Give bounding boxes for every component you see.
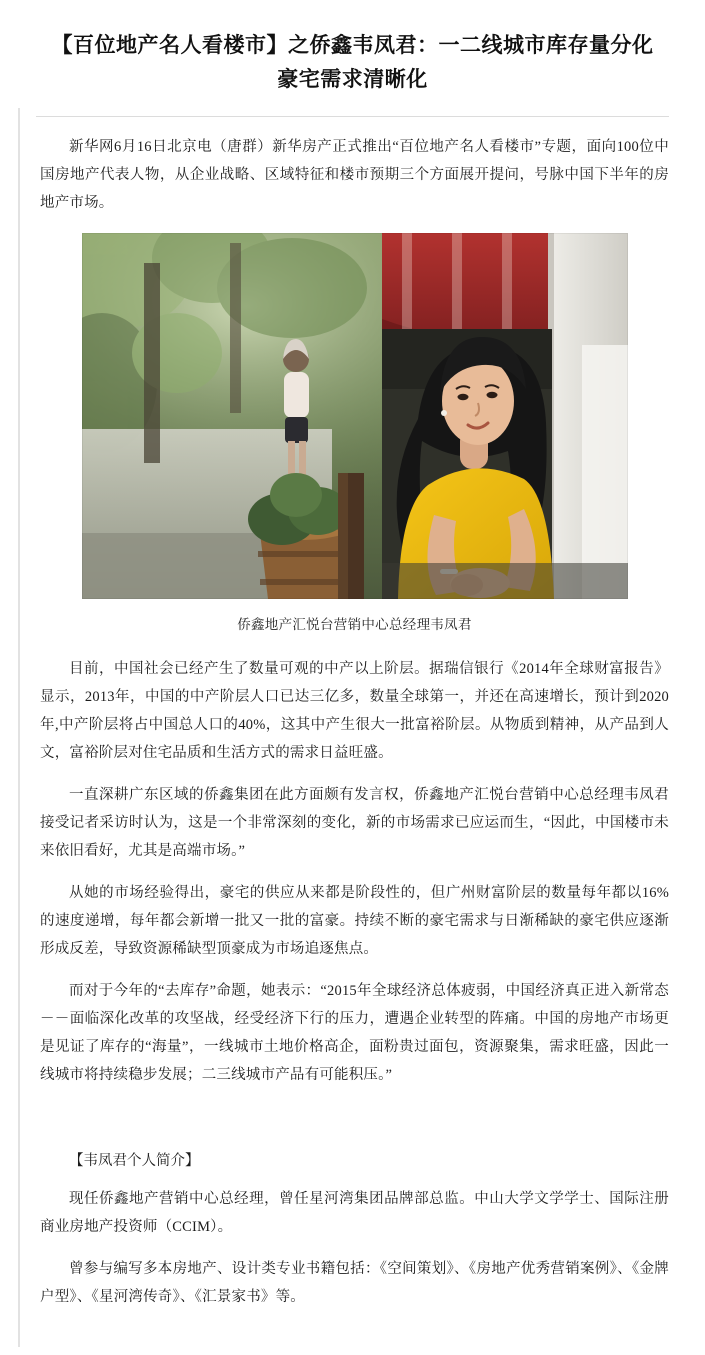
profile-heading: 【韦凤君个人简介】 [69, 1153, 200, 1169]
title-divider [36, 116, 669, 117]
page-title: 【百位地产名人看楼市】之侨鑫韦凤君：一二线城市库存量分化 豪宅需求清晰化 [51, 33, 654, 91]
article-figure [40, 233, 669, 637]
left-margin-rule [18, 108, 20, 1347]
paragraph-5: 而对于今年的“去库存”命题，她表示：“2015年全球经济总体疲弱，中国经济真正进入新常态－－面临深化改革的攻坚战，经受经济下行的压力，遭遇企业转型的阵痛。中国的房地产市场更是见证了库存的“海量”，一线城市土地价格高企，面粉贵过面包，资源聚集，需求旺盛，因此一线城市将持续稳步发展；二三线城市产品有可能积压。” [40, 983, 669, 1083]
profile-paragraph-1: 现任侨鑫地产营销中心总经理，曾任星河湾集团品牌部总监。中山大学文学学士、国际注册商业房地产投资师（CCIM）。 [40, 1191, 669, 1235]
profile-paragraph-2: 曾参与编写多本房地产、设计类专业书籍包括：《空间策划》、《房地产优秀营销案例》、《金牌户型》、《星河湾传奇》、《汇景家书》等。 [40, 1261, 669, 1305]
figure-caption: 侨鑫地产汇悦台营销中心总经理韦凤君 [237, 617, 472, 632]
paragraph-4: 从她的市场经验得出，豪宅的供应从来都是阶段性的，但广州财富阶层的数量每年都以16%的速度递增，每年都会新增一批又一批的富豪。持续不断的豪宅需求与日渐稀缺的豪宅供应逐渐形成反差，导致资源稀缺型顶豪成为市场追逐焦点。 [40, 885, 669, 957]
article-body [40, 133, 669, 1311]
spacer-before-profile [40, 1103, 669, 1121]
spacer [40, 645, 669, 655]
paragraph-3: 一直深耕广东区域的侨鑫集团在此方面颇有发言权，侨鑫地产汇悦台营销中心总经理韦凤君接受记者采访时认为，这是一个非常深刻的变化，新的市场需求已应运而生，“因此，中国楼市未来依旧看好，尤其是高端市场。” [40, 787, 669, 859]
article-photo [82, 233, 628, 599]
paragraph-2: 目前，中国社会已经产生了数量可观的中产以上阶层。据瑞信银行《2014年全球财富报告》显示，2013年，中国的中产阶层人口已达三亿多，数量全球第一，并还在高速增长，预计到2020年,中产阶层将占中国总人口的40%，这其中产生很大一批富裕阶层。从物质到精神，从产品到人文，富裕阶层对住宅品质和生活方式的需求日益旺盛。 [40, 661, 669, 761]
paragraph-lead: 新华网6月16日北京电（唐群）新华房产正式推出“百位地产名人看楼市”专题，面向100位中国房地产代表人物，从企业战略、区域特征和楼市预期三个方面展开提问，号脉中国下半年的房地产市场。 [40, 139, 669, 211]
